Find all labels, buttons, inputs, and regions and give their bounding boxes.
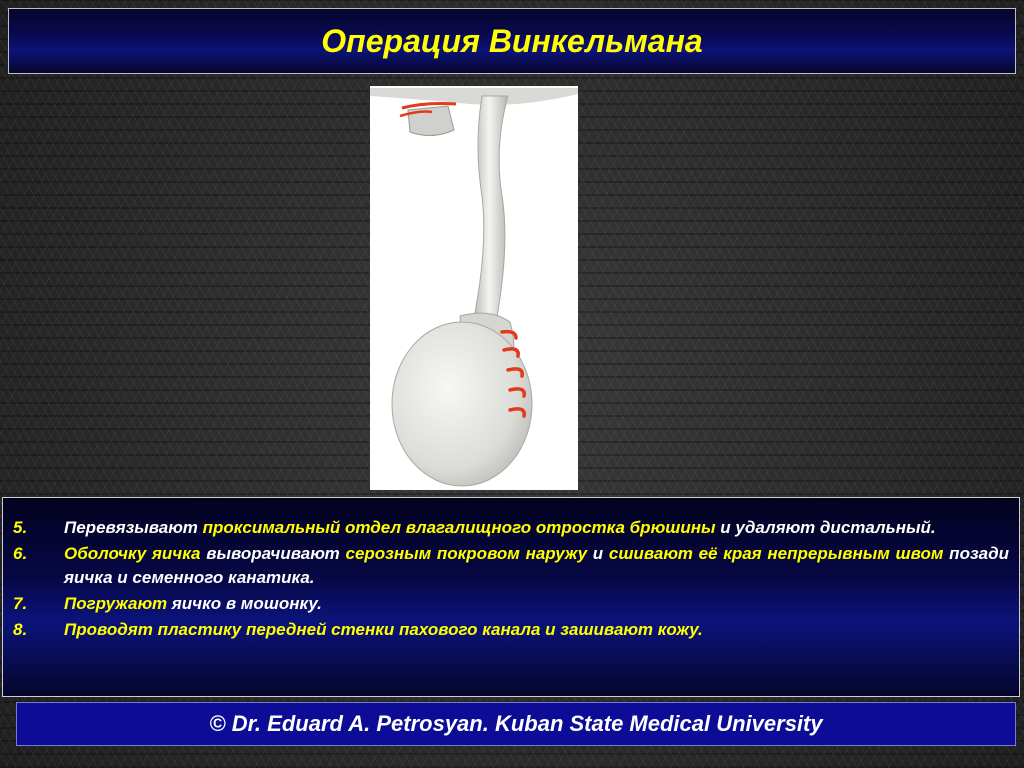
step-text: Перевязывают проксимальный отдел влагалищного отростка брюшины и удаляют дистальный.: [64, 518, 936, 537]
step-item-5: [13, 516, 1009, 540]
testis-illustration-icon: [370, 86, 578, 490]
step-text: Проводят пластику передней стенки пахового канала и зашивают кожу.: [64, 620, 703, 639]
step-item-8: [13, 618, 1009, 642]
step-number: 7.: [13, 594, 28, 613]
title-bar: [8, 8, 1016, 74]
steps-text-box: [2, 497, 1020, 697]
step-item-6: [13, 542, 1009, 590]
slide-title: Операция Винкельмана: [321, 22, 703, 59]
step-number: 5.: [13, 518, 28, 537]
step-number: 8.: [13, 620, 28, 639]
footer-credit: © Dr. Eduard A. Petrosyan. Kuban State Medical University: [16, 702, 1016, 746]
step-text: Погружают яичко в мошонку.: [64, 594, 322, 613]
step-number: 6.: [13, 544, 28, 563]
step-item-7: [13, 592, 1009, 616]
anatomical-illustration: [370, 86, 578, 490]
step-text: Оболочку яичка выворачивают серозным покровом наружу и сшивают её края непрерывным швом позади яичка и семенного канатика.: [64, 544, 1009, 587]
